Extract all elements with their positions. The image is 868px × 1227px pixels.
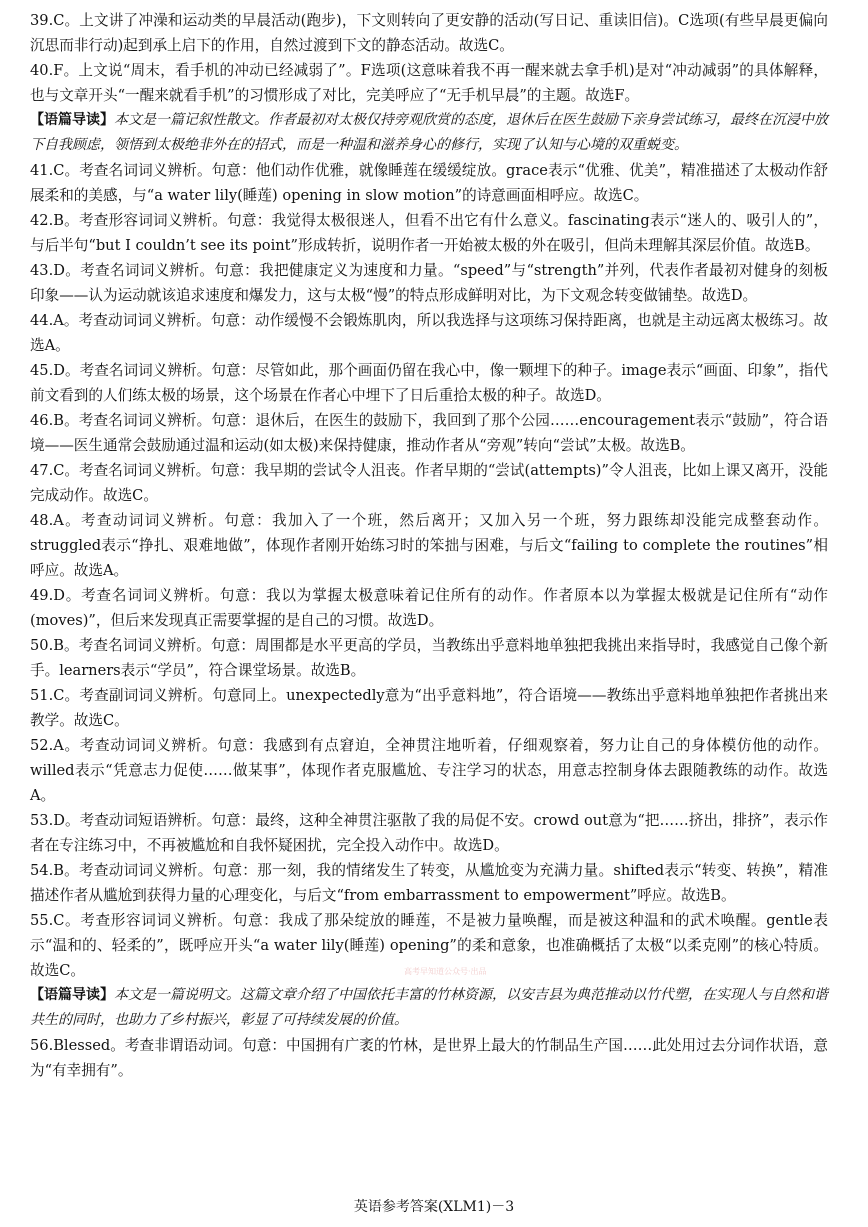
answer-54: 54.B。考查动词词义辨析。句意：那一刻，我的情绪发生了转变，从尴尬变为充满力量。shifted表示“转变、转换”，精准描述作者从尴尬到获得力量的心理变化，与后文“from embarrassment to empowerment”呼应。故选B。 [30,862,828,904]
answer-42: 42.B。考查形容词词义辨析。句意：我觉得太极很迷人，但看不出它有什么意义。fascinating表示“迷人的、吸引人的”，与后半句“but I couldn’t see its point”形成转折，说明作者一开始被太极的外在吸引，但尚未理解其深层价值。故选B。 [30,212,828,254]
answer-45: 45.D。考查名词词义辨析。句意：尽管如此，那个画面仍留在我心中，像一颗埋下的种子。image表示“画面、印象”，指代前文看到的人们练太极的场景，这个场景在作者心中埋下了日后重拾太极的种子。故选D。 [30,362,828,404]
watermark: 高考早知道公众号·出品 [404,967,487,976]
answer-56: 56.Blessed。考查非谓语动词。句意：中国拥有广袤的竹林，是世界上最大的竹制品生产国……此处用过去分词作状语，意为“有幸拥有”。 [30,1037,828,1079]
guide-text: 本文是一篇记叙性散文。作者最初对太极仅持旁观欣赏的态度，退休后在医生鼓励下亲身尝试练习，最终在沉浸中放下自我顾虑，领悟到太极绝非外在的招式，而是一种温和滋养身心的修行，实现了认知与心境的双重蜕变。 [30,112,828,153]
answer-53: 53.D。考查动词短语辨析。句意：最终，这种全神贯注驱散了我的局促不安。crowd out意为“把……挤出，排挤”，表示作者在专注练习中，不再被尴尬和自我怀疑困扰，完全投入动作中。故选D。 [30,812,828,854]
answer-44: 44.A。考查动词词义辨析。句意：动作缓慢不会锻炼肌肉，所以我选择与这项练习保持距离，也就是主动远离太极练习。故选A。 [30,312,828,354]
answer-51: 51.C。考查副词词义辨析。句意同上。unexpectedly意为“出乎意料地”，符合语境——教练出乎意料地单独把作者挑出来教学。故选C。 [30,687,828,729]
answer-43: 43.D。考查名词词义辨析。句意：我把健康定义为速度和力量。“speed”与“strength”并列，代表作者最初对健身的刻板印象——认为运动就该追求速度和爆发力，这与太极“慢”的特点形成鲜明对比，为下文观念转变做铺垫。故选D。 [30,262,828,304]
reading-guide-2 [30,983,828,1033]
guide-tag: 【语篇导读】 [30,987,114,1003]
answer-55: 55.C。考查形容词词义辨析。句意：我成了那朵绽放的睡莲，不是被力量唤醒，而是被这种温和的武术唤醒。gentle表示“温和的、轻柔的”，既呼应开头“a water lily(睡莲) opening”的柔和意象，也准确概括了太极“以柔克刚”的核心特质。故选C。 [30,912,828,979]
answer-49: 49.D。考查名词词义辨析。句意：我以为掌握太极意味着记住所有的动作。作者原本以为掌握太极就是记住所有“动作(moves)”，但后来发现真正需要掌握的是自己的习惯。故选D。 [30,587,828,629]
answer-40: 40.F。上文说“周末，看手机的冲动已经减弱了”。F选项(这意味着我不再一醒来就去拿手机)是对“冲动减弱”的具体解释，也与文章开头“一醒来就看手机”的习惯形成了对比，完美呼应了“无手机早晨”的主题。故选F。 [30,62,828,104]
guide-text: 本文是一篇说明文。这篇文章介绍了中国依托丰富的竹林资源，以安吉县为典范推动以竹代塑，在实现人与自然和谐共生的同时，也助力了乡村振兴，彰显了可持续发展的价值。 [30,987,828,1028]
answer-46: 46.B。考查名词词义辨析。句意：退休后，在医生的鼓励下，我回到了那个公园……encouragement表示“鼓励”，符合语境——医生通常会鼓励通过温和运动(如太极)来保持健康，推动作者从“旁观”转向“尝试”太极。故选B。 [30,412,828,454]
answer-52: 52.A。考查动词词义辨析。句意：我感到有点窘迫，全神贯注地听着，仔细观察着，努力让自己的身体模仿他的动作。willed表示“凭意志力促使……做某事”，体现作者克服尴尬、专注学习的状态，用意志控制身体去跟随教练的动作。故选A。 [30,737,828,804]
answer-39: 39.C。上文讲了冲澡和运动类的早晨活动(跑步)，下文则转向了更安静的活动(写日记、重读旧信)。C选项(有些早晨更偏向沉思而非行动)起到承上启下的作用，自然过渡到下文的静态活动。故选C。 [30,12,828,54]
answer-41: 41.C。考查名词词义辨析。句意：他们动作优雅，就像睡莲在缓缓绽放。grace表示“优雅、优美”，精准描述了太极动作舒展柔和的美感，与“a water lily(睡莲) opening in slow motion”的诗意画面相呼应。故选C。 [30,162,828,204]
answer-48: 48.A。考查动词词义辨析。句意：我加入了一个班，然后离开；又加入另一个班，努力跟练却没能完成整套动作。struggled表示“挣扎、艰难地做”，体现作者刚开始练习时的笨拙与困难，与后文“failing to complete the routines”相呼应。故选A。 [30,512,828,579]
reading-guide-1 [30,108,828,158]
answer-47: 47.C。考查名词词义辨析。句意：我早期的尝试令人沮丧。作者早期的“尝试(attempts)”令人沮丧，比如上课又离开，没能完成动作。故选C。 [30,462,828,504]
answer-50: 50.B。考查名词词义辨析。句意：周围都是水平更高的学员，当教练出乎意料地单独把我挑出来指导时，我感觉自己像个新手。learners表示“学员”，符合课堂场景。故选B。 [30,637,828,679]
guide-tag: 【语篇导读】 [30,112,114,128]
page-footer: 英语参考答案(XLM1)－3 [353,1199,515,1215]
